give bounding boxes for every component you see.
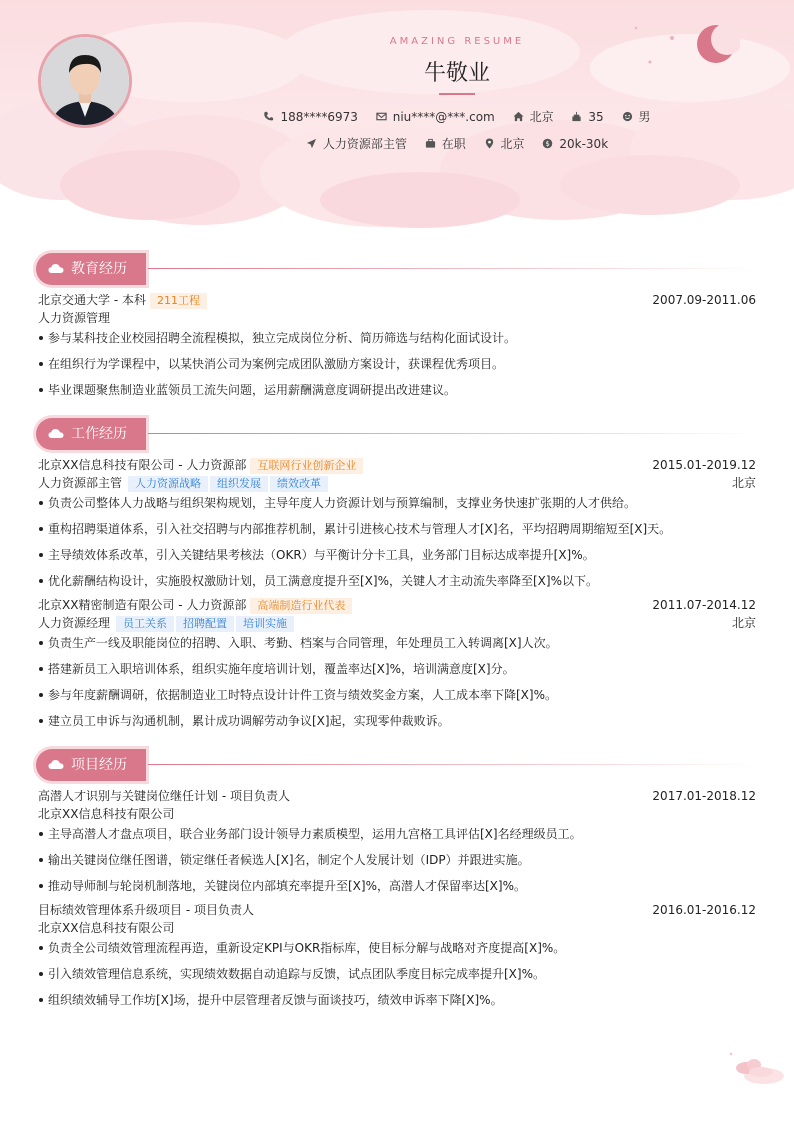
contact-row	[0, 108, 794, 125]
education-entry	[38, 291, 756, 407]
list-item: 负责全公司绩效管理流程再造，重新设定KPI与OKR指标库，使目标分解与战略对齐度提高[X]%。	[38, 939, 756, 965]
list-item: 组织绩效辅导工作坊[X]场，提升中层管理者反馈与面谈技巧，绩效申诉率下降[X]%。	[38, 991, 756, 1017]
company-tag: 互联网行业创新企业	[250, 458, 363, 474]
project-company: 北京XX信息科技有限公司	[38, 921, 175, 935]
work-date: 2015.01-2019.12	[652, 458, 756, 472]
school-tag: 211工程	[150, 293, 207, 309]
project-name-row	[38, 787, 756, 805]
project-entry	[38, 787, 756, 895]
svg-text:$: $	[545, 139, 551, 148]
school-degree: 北京交通大学 - 本科	[38, 293, 146, 307]
project-name-row	[38, 901, 756, 919]
skill-tag: 员工关系	[116, 616, 174, 632]
section-divider	[148, 433, 758, 434]
work-bullets	[38, 634, 756, 738]
work-company-row	[38, 456, 756, 474]
work-company-row	[38, 596, 756, 614]
list-item: 建立员工申诉与沟通机制，累计成功调解劳动争议[X]起，实现零仲裁败诉。	[38, 712, 756, 738]
project-date: 2016.01-2016.12	[652, 903, 756, 917]
intent-position: 人力资源部主管	[306, 135, 407, 152]
money-icon	[542, 138, 553, 149]
work-bullets	[38, 494, 756, 590]
work-entry	[38, 456, 756, 590]
section-education-header	[36, 253, 758, 285]
contact-age: 35	[571, 110, 603, 124]
skill-tag: 培训实施	[236, 616, 294, 632]
list-item: 推动导师制与轮岗机制落地，关键岗位内部填充率提升至[X]%，高潜人才保留率达[X]%。	[38, 877, 756, 895]
skill-tag: 人力资源战略	[128, 476, 208, 492]
skill-tag: 招聘配置	[176, 616, 234, 632]
list-item: 优化薪酬结构设计，实施股权激励计划，员工满意度提升至[X]%，关键人才主动流失率降至[X]%以下。	[38, 572, 756, 590]
name-underline	[439, 93, 475, 95]
work-date: 2011.07-2014.12	[652, 598, 756, 612]
list-item: 引入绩效管理信息系统，实现绩效数据自动追踪与反馈，试点团队季度目标完成率提升[X]%。	[38, 965, 756, 991]
list-item: 毕业课题聚焦制造业蓝领员工流失问题，运用薪酬满意度调研提出改进建议。	[38, 381, 756, 407]
project-company: 北京XX信息科技有限公司	[38, 807, 175, 821]
section-tag: 工作经历	[36, 418, 146, 450]
list-item: 主导高潜人才盘点项目，联合业务部门设计领导力素质模型，运用九宫格工具评估[X]名经理级员工。	[38, 825, 756, 851]
list-item: 主导绩效体系改革，引入关键结果考核法（OKR）与平衡计分卡工具，业务部门目标达成率提升[X]%。	[38, 546, 756, 572]
education-school-row	[38, 291, 756, 309]
project-name: 高潜人才识别与关键岗位继任计划 - 项目负责人	[38, 789, 290, 803]
project-bullets	[38, 825, 756, 895]
list-item: 参与某科技企业校园招聘全流程模拟，独立完成岗位分析、简历筛选与结构化面试设计。	[38, 329, 756, 355]
contact-city: 北京	[513, 108, 554, 125]
section-tag: 教育经历	[36, 253, 146, 285]
briefcase-icon	[425, 138, 436, 149]
job-role: 人力资源经理	[38, 616, 111, 630]
cloud-icon	[48, 428, 64, 439]
skill-tag: 组织发展	[210, 476, 268, 492]
cloud-icon	[48, 263, 64, 274]
work-role-row	[38, 614, 756, 632]
education-bullets	[38, 329, 756, 407]
location-pin-icon	[484, 138, 495, 149]
decorative-cloud-icon	[728, 1052, 786, 1092]
list-item: 输出关键岗位继任图谱，锁定继任者候选人[X]名，制定个人发展计划（IDP）并跟进实施。	[38, 851, 756, 877]
intent-salary: $ 20k-30k	[542, 137, 608, 151]
list-item: 负责公司整体人力战略与组织架构规划，主导年度人力资源计划与预算编制，支撑业务快速扩张期的人才供给。	[38, 494, 756, 520]
candidate-name: 牛敬业	[423, 61, 490, 86]
education-date: 2007.09-2011.06	[652, 293, 756, 307]
section-project-header	[36, 749, 758, 781]
contact-phone: 188****6973	[263, 110, 357, 124]
contact-gender: 男	[622, 108, 651, 125]
list-item: 搭建新员工入职培训体系，组织实施年度培训计划，覆盖率达[X]%，培训满意度[X]分。	[38, 660, 756, 686]
company-tag: 高端制造行业代表	[250, 598, 352, 614]
company-dept: 北京XX信息科技有限公司 - 人力资源部	[38, 458, 247, 472]
major: 人力资源管理	[38, 311, 111, 325]
list-item: 参与年度薪酬调研，依据制造业工时特点设计计件工资与绩效奖金方案，人工成本率下降[X]%。	[38, 686, 756, 712]
list-item: 重构招聘渠道体系，引入社交招聘与内部推荐机制，累计引进核心技术与管理人才[X]名，平均招聘周期缩短至[X]天。	[38, 520, 756, 546]
cloud-icon	[48, 759, 64, 770]
section-divider	[148, 268, 758, 269]
project-date: 2017.01-2018.12	[652, 789, 756, 803]
job-role: 人力资源部主管	[38, 476, 123, 490]
contact-email: niu****@***.com	[376, 110, 495, 124]
resume-subtitle: AMAZING RESUME	[389, 36, 525, 47]
skill-tag: 绩效改革	[270, 476, 328, 492]
cake-icon	[571, 111, 582, 122]
section-tag: 项目经历	[36, 749, 146, 781]
project-name: 目标绩效管理体系升级项目 - 项目负责人	[38, 903, 254, 917]
send-icon	[306, 138, 317, 149]
list-item: 在组织行为学课程中，以某快消公司为案例完成团队激励方案设计，获课程优秀项目。	[38, 355, 756, 381]
work-city: 北京	[731, 476, 756, 490]
section-divider	[148, 764, 758, 765]
project-bullets	[38, 939, 756, 1017]
smile-icon	[622, 111, 633, 122]
list-item: 负责生产一线及职能岗位的招聘、入职、考勤、档案与合同管理，年处理员工入转调离[X]人次。	[38, 634, 756, 660]
work-city: 北京	[731, 616, 756, 630]
work-role-row	[38, 474, 756, 492]
home-icon	[513, 111, 524, 122]
intent-status: 在职	[425, 135, 466, 152]
project-entry	[38, 901, 756, 1017]
section-work-header	[36, 418, 758, 450]
mail-icon	[376, 111, 387, 122]
job-intent-row	[0, 135, 794, 152]
company-dept: 北京XX精密制造有限公司 - 人力资源部	[38, 598, 247, 612]
work-entry	[38, 596, 756, 738]
intent-city: 北京	[484, 135, 525, 152]
phone-icon	[263, 111, 274, 122]
